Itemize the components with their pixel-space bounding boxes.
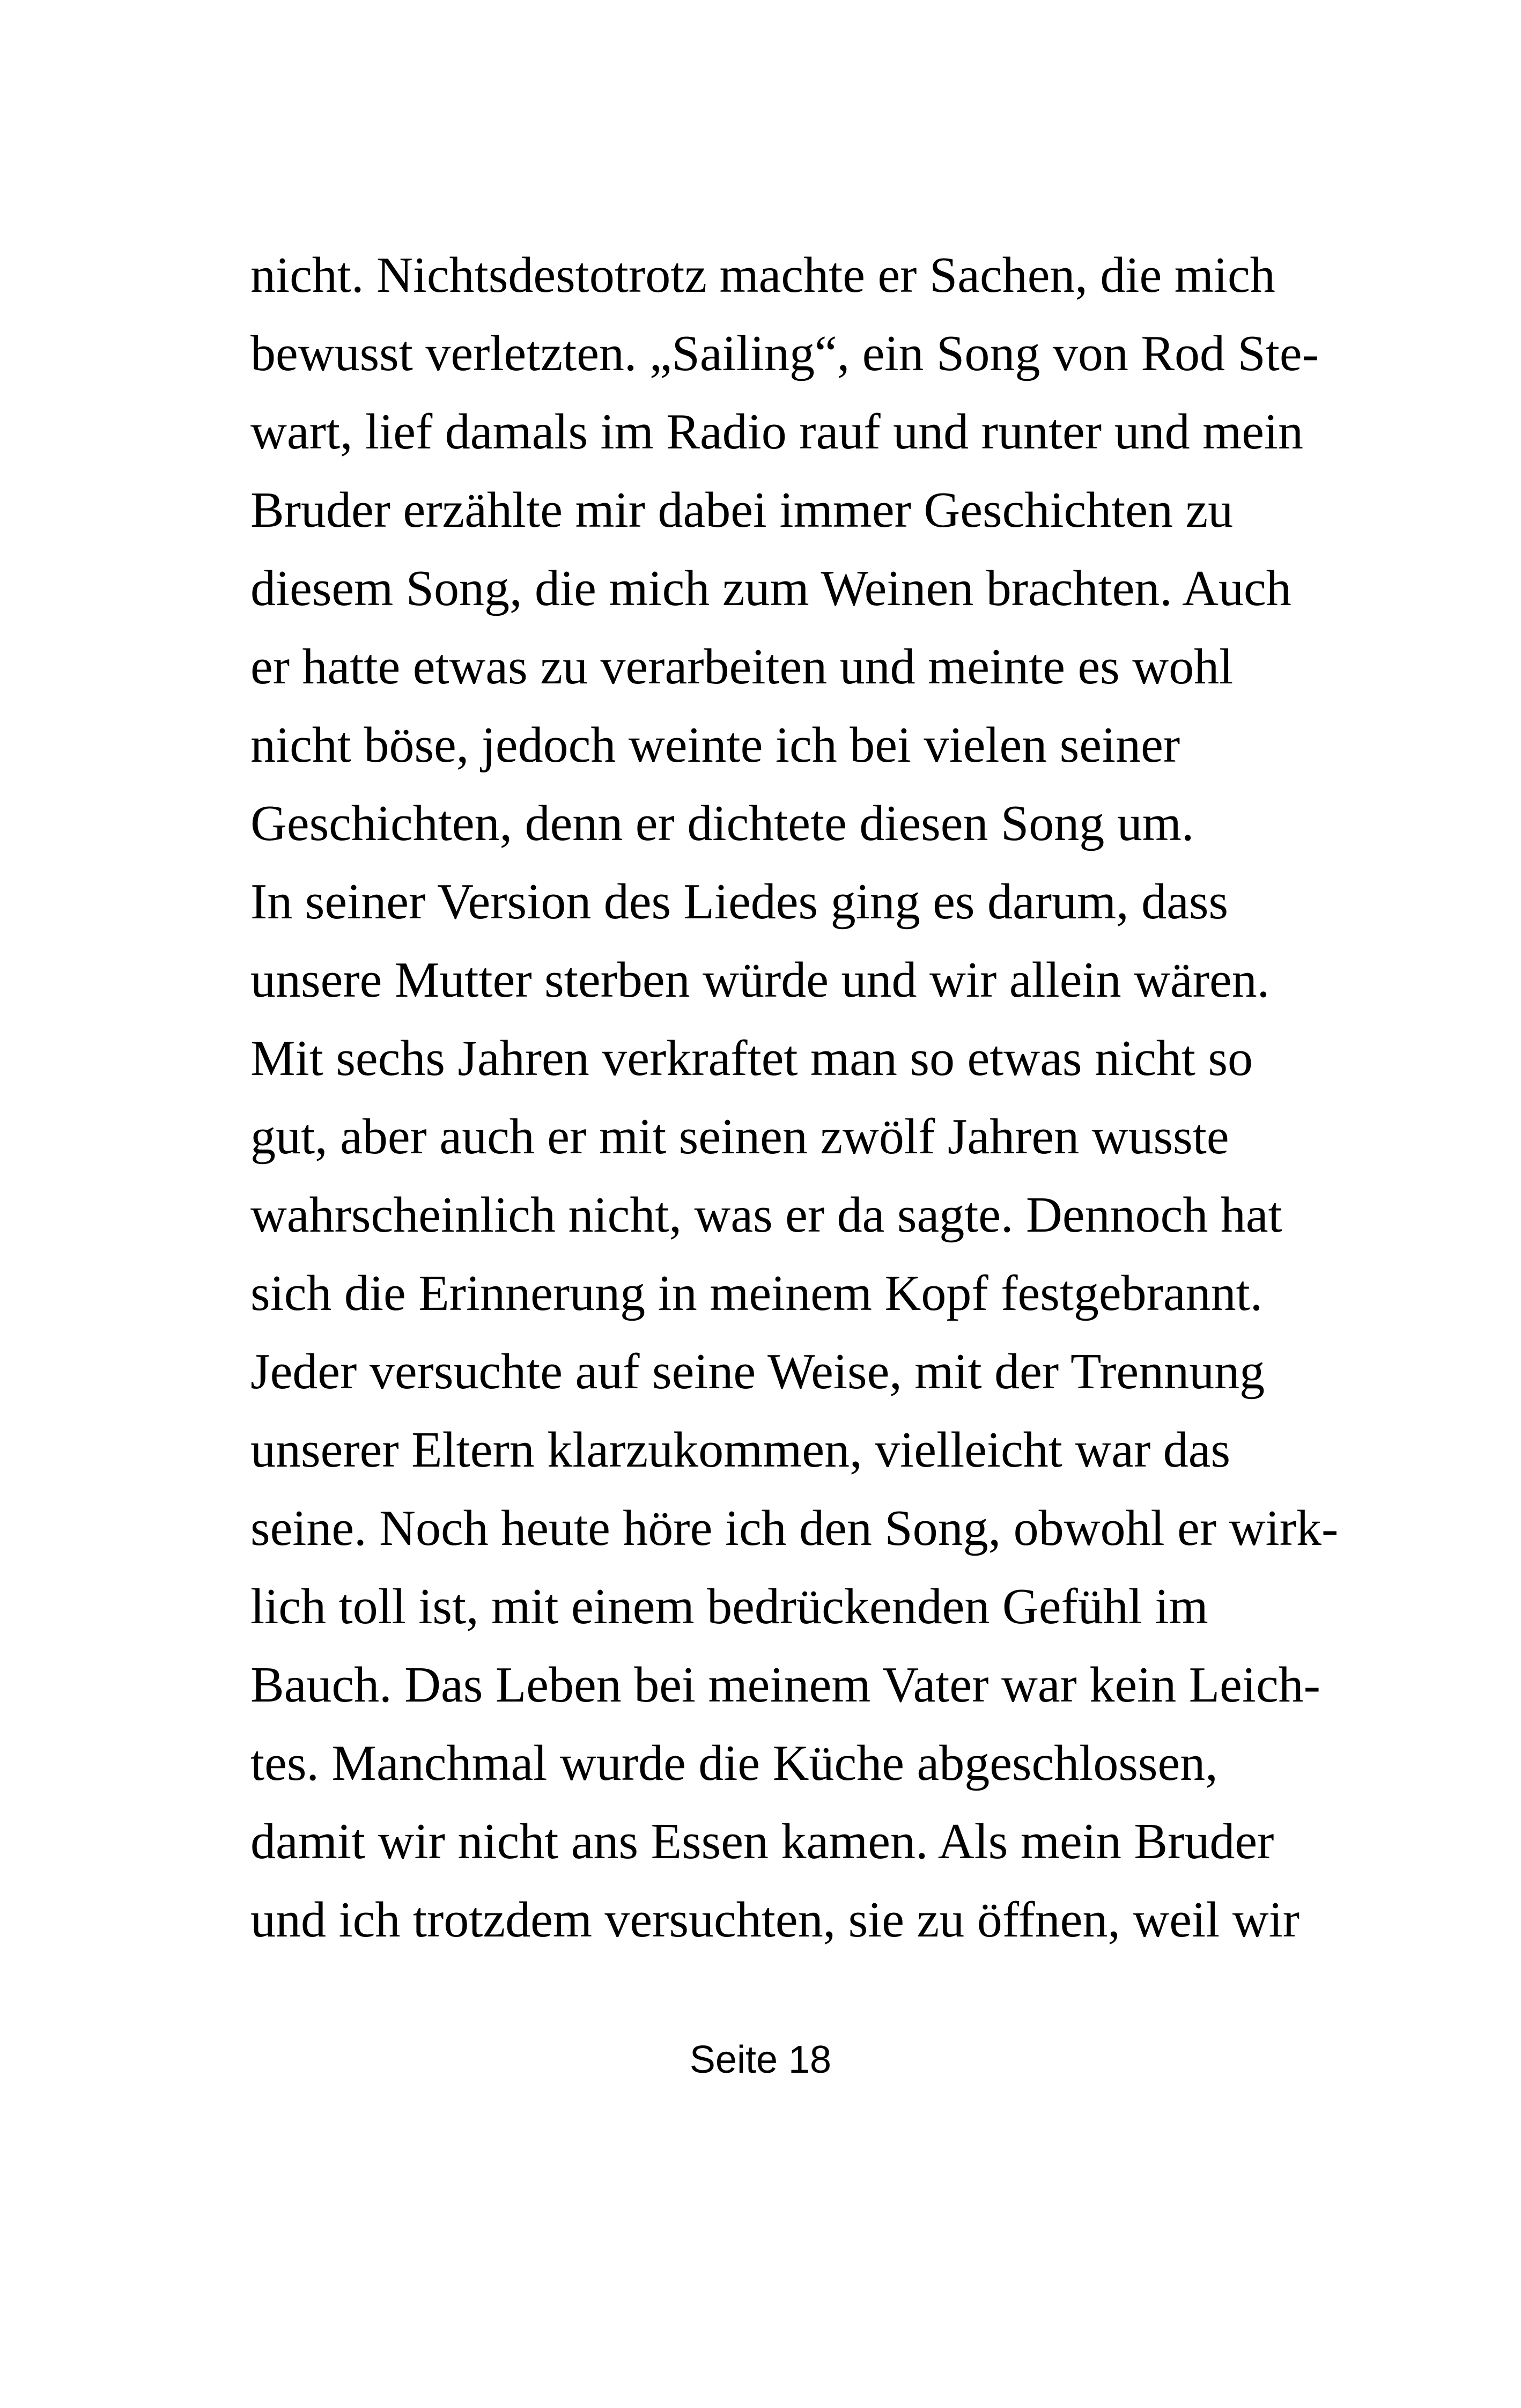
text-line: gut, aber auch er mit seinen zwölf Jahren wusste [250,1109,1229,1165]
text-line: diesem Song, die mich zum Weinen brachten. Auch [250,561,1291,616]
text-line: tes. Manchmal wurde die Küche abgeschlossen, [250,1735,1218,1791]
text-line: damit wir nicht ans Essen kamen. Als mein Bruder [250,1814,1274,1869]
text-line: er hatte etwas zu verarbeiten und meinte es wohl [250,639,1234,695]
text-line: Bauch. Das Leben bei meinem Vater war kein Leich- [250,1657,1320,1713]
text-line: und ich trotzdem versuchten, sie zu öffnen, weil wir [250,1892,1300,1948]
page-number: Seite 18 [689,2038,832,2081]
text-line: wahrscheinlich nicht, was er da sagte. Dennoch hat [250,1187,1282,1243]
text-line: Bruder erzählte mir dabei immer Geschichten zu [250,482,1234,538]
text-line: bewusst verletzten. „Sailing“, ein Song von Rod Ste- [250,326,1319,381]
text-line: unsere Mutter sterben würde und wir allein wären. [250,952,1270,1008]
text-line: Geschichten, denn er dichtete diesen Song um. [250,796,1194,851]
text-line: Jeder versuchte auf seine Weise, mit der Trennung [250,1344,1265,1400]
text-line: wart, lief damals im Radio rauf und runter und mein [250,404,1304,460]
text-line: nicht. Nichtsdestotrotz machte er Sachen, die mich [250,247,1275,303]
text-line: Mit sechs Jahren verkraftet man so etwas nicht so [250,1030,1253,1086]
text-line: lich toll ist, mit einem bedrückenden Gefühl im [250,1579,1208,1634]
text-line: sich die Erinnerung in meinem Kopf festgebrannt. [250,1265,1263,1321]
text-line: seine. Noch heute höre ich den Song, obwohl er wirk- [250,1500,1339,1556]
body-text [250,236,1339,1959]
text-line: unserer Eltern klarzukommen, vielleicht war das [250,1422,1231,1478]
text-line: nicht böse, jedoch weinte ich bei vielen seiner [250,717,1180,773]
text-line: In seiner Version des Liedes ging es darum, dass [250,874,1229,930]
